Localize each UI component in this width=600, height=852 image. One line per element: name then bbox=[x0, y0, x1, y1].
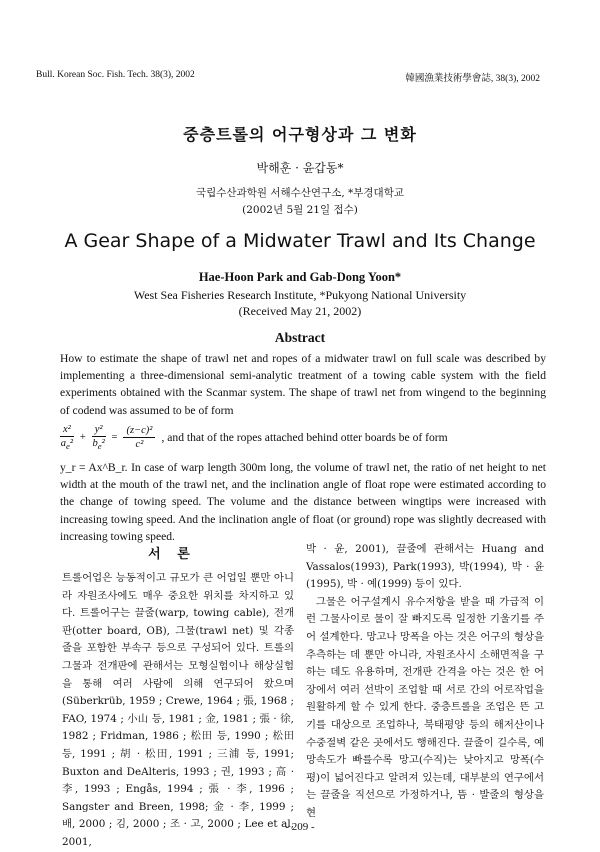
english-affiliation: West Sea Fisheries Research Institute, *Pukyong National University bbox=[133, 288, 467, 302]
equation-term-z: $\frac{\text{(z−c)²}}{\text{c²}}$ bbox=[123, 424, 155, 451]
korean-affiliation-block bbox=[0, 185, 600, 219]
english-title: A Gear Shape of a Midwater Trawl and Its Change bbox=[64, 230, 536, 252]
equation-term-y: $\frac{\text{y²}}{b_e^2}$ bbox=[92, 423, 105, 451]
korean-title: 중층트롤의 어구형상과 그 변화 bbox=[183, 125, 417, 144]
page-number: - 209 - bbox=[285, 821, 315, 833]
abstract-body bbox=[60, 350, 546, 545]
korean-authors: 박해훈 · 윤갑동* bbox=[256, 161, 344, 175]
korean-received: (2002년 5월 21일 접수) bbox=[242, 204, 358, 216]
equation-term-x: $\frac{\text{x²}}{a_e^2}$ bbox=[60, 423, 74, 451]
introduction-right-text-2: 그물은 어구설계시 유수저항을 받을 때 가급적 이런 그물사이로 물이 잘 빠지도록 일정한 기울기를 주어 설계한다. 망고나 망폭을 아는 것은 어구의 형상을 추측하는 데 뿐만 아니라, 자원조사시 소해면적을 구하는 데도 유용하며, 전개판 간격을 아는 것은 한 어장에서 여러 선박이 조업할 때 서로 간의 어로작업을 원활하게 할 수 있게 한다. 중층트롤을 조업은 뜬 고기를 대상으로 조업하나, 북태평양 등의 해저산이나 수중절벽 같은 곳에서도 행해진다. 끌줄이 길수록, 예망속도가 빠를수록 망고(수직)는 낮아지고 망폭(수평)이 넓어진다고 알려져 있는데, 대부분의 연구에서는 끌줄을 직선으로 가정하거나, 뜸 · 발줄의 형상을 현 bbox=[306, 595, 544, 819]
abstract-paragraph-1: How to estimate the shape of trawl net and ropes of a midwater trawl on full scale was described by implementing a three-dimensional semi-analytic treatment of a towing cable system with the field experiments obtained with the Scanmar system. The shape of trawl net from wingend to the beginning of codend was assumed to be of form bbox=[60, 352, 546, 417]
english-affiliation-block bbox=[0, 287, 600, 319]
abstract-paragraph-2: y_r = Ax^B_r. In case of warp length 300m long, the volume of trawl net, the ratio of net height to net width at the mouth of the trawl net, and the inclination angle of float rope were estimated according to the change of towing speed. The volume and the distance between wingtips were increased with increasing towing speed. And the inclination angle of float (or ground) rope was slightly decreased with increasing towing speed. bbox=[60, 460, 546, 543]
journal-citation-left: Bull. Korean Soc. Fish. Tech. 38(3), 2002 bbox=[36, 70, 195, 80]
introduction-right-text-1: 박 · 윤, 2001), 끌줄에 관해서는 Huang and Vassalos(1993), Park(1993), 박(1994), 박 · 윤 (1995), 박 · 예(1999) 등이 있다. bbox=[306, 543, 544, 591]
english-authors: Hae-Hoon Park and Gab-Dong Yoon* bbox=[198, 270, 402, 284]
left-column bbox=[62, 570, 294, 852]
introduction-left-text: 트롤어업은 능동적이고 규모가 큰 어업일 뿐만 아니라 자원조사에도 매우 중요한 위치를 차지하고 있다. 트롤어구는 끌줄(warp, towing cable), 전개판(otter board, OB), 그물(trawl net) 및 각종 줄을 포함한 부속구 등으로 구성되어 있다. 트롤의 그물과 전개판에 관해서는 모형실험이나 해상실험을 통해 여러 사람에 의해 연구되어 왔으며 (Süberkrüb, 1959 ; Crewe, 1964 ; 張, 1968 ; FAO, 1974 ; 小山 등, 1981 ; 金, 1981 ; 張 · 徐, 1982 ; Fridman, 1986 ; 松田 등, 1990 ; 松田 등, 1991 ; 胡 · 松田, 1991 ; 三浦 등, 1991; Buxton and DeAlteris, 1993 ; 권, 1993 ; 高 · 李, 1993 ; Engås, 1994 ; 張 · 李, 1996 ; Sangster and Breen, 1998; 金 · 李, 1999 ; 배, 2000 ; 김, 2000 ; 조 · 고, 2000 ; Lee et al, 2001, bbox=[62, 572, 294, 848]
journal-citation-right: 韓國漁業技術學會誌, 38(3), 2002 bbox=[405, 74, 540, 84]
abstract-heading: Abstract bbox=[274, 330, 326, 345]
korean-affiliation: 국립수산과학원 서해수산연구소, *부경대학교 bbox=[196, 187, 404, 199]
section-heading-introduction: 서 론 bbox=[148, 547, 196, 562]
net-shape-equation: $\frac{\text{x²}}{a_e^2}$ + $\frac{\text{y²}}{b_e^2}$ = $\frac{\text{(z−c)²}}{\text{c²}}$ , and that of the ropes attached behind otter boards be of form bbox=[60, 423, 448, 451]
right-column bbox=[306, 541, 544, 823]
english-received: (Received May 21, 2002) bbox=[238, 304, 362, 318]
equation-tail: , and that of the ropes attached behind otter boards be of form bbox=[161, 431, 448, 445]
